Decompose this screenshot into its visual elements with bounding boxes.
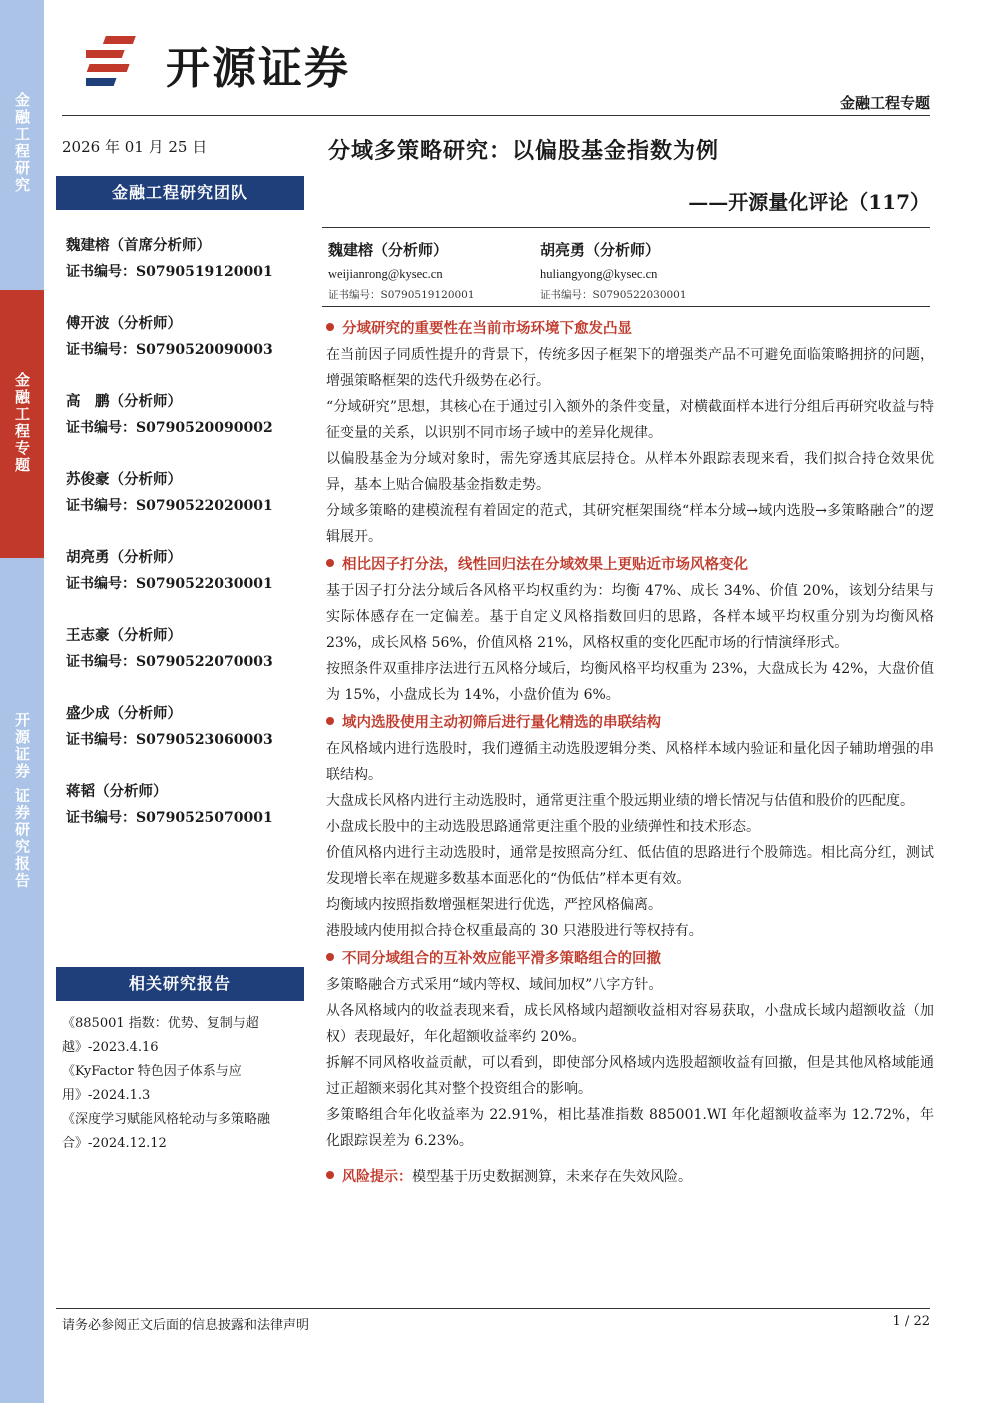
analyst-cert: 证书编号：S0790519120001	[66, 264, 273, 280]
analyst-name: 魏建榕（首席分析师）	[66, 237, 211, 254]
paragraph: 多策略融合方式采用“域内等权、域间加权”八字方针。	[326, 977, 663, 993]
report-body	[326, 314, 934, 1190]
analyst-name: 苏俊豪（分析师）	[66, 471, 182, 488]
analyst-entry	[66, 391, 306, 439]
analyst-cert: 证书编号：S0790522020001	[66, 498, 273, 514]
paragraph: 港股域内使用拟合持仓权重最高的 30 只港股进行等权持有。	[326, 923, 703, 939]
author-email[interactable]: weijianrong@kysec.cn	[328, 267, 443, 281]
analyst-name: 蒋韬（分析师）	[66, 783, 168, 800]
risk-warning	[326, 1164, 934, 1190]
paragraph: 小盘成长股中的主动选股思路通常更注重个股的业绩弹性和技术形态。	[326, 819, 760, 835]
paragraph: 价值风格内进行主动选股时，通常是按照高分红、低估值的思路进行个股筛选。相比高分红，测试发现增长率在规避多数基本面恶化的“伪低估”样本更有效。	[326, 845, 934, 887]
risk-label: 风险提示：	[342, 1169, 412, 1185]
footer-disclaimer: 请务必参阅正文后面的信息披露和法律声明	[62, 1318, 310, 1333]
report-subtitle: ——开源量化评论（117）	[688, 190, 930, 214]
strip-bottom-label: 开源证券 证券研究报告	[13, 712, 31, 890]
side-strip	[0, 0, 44, 1403]
author-block	[540, 238, 687, 304]
paragraph: 在当前因子同质性提升的背景下，传统多因子框架下的增强类产品不可避免面临策略拥挤的问题，增强策略框架的迭代升级势在必行。	[326, 347, 934, 389]
author-email[interactable]: huliangyong@kysec.cn	[540, 267, 658, 281]
footer-divider	[56, 1308, 930, 1309]
analyst-cert: 证书编号：S0790522030001	[66, 576, 273, 592]
related-report-link[interactable]: 《深度学习赋能风格轮动与多策略融合》-2024.12.12	[62, 1112, 271, 1151]
header-tag: 金融工程专题	[839, 94, 930, 112]
bullet-icon	[326, 1171, 334, 1179]
analyst-cert: 证书编号：S0790522070003	[66, 654, 273, 670]
analyst-cert: 证书编号：S0790525070001	[66, 810, 273, 826]
bullet-icon	[326, 953, 334, 961]
section-heading: 域内选股使用主动初筛后进行量化精选的串联结构	[326, 710, 934, 736]
paragraph: 多策略组合年化收益率为 22.91%，相比基准指数 885001.WI 年化超额收益率为 12.72%，年化跟踪误差为 6.23%。	[326, 1107, 934, 1149]
paragraph: 拆解不同风格收益贡献，可以看到，即使部分风格域内选股超额收益有回撤，但是其他风格域能通过正超额来弱化其对整个投资组合的影响。	[326, 1055, 934, 1097]
paragraph: 在风格域内进行选股时，我们遵循主动选股逻辑分类、风格样本域内验证和量化因子辅助增强的串联结构。	[326, 741, 934, 783]
analyst-entry	[66, 547, 306, 595]
analyst-name: 盛少成（分析师）	[66, 705, 182, 722]
author-cert: 证书编号：S0790519120001	[328, 289, 475, 301]
analyst-entry	[66, 703, 306, 751]
brand-logo-icon	[86, 30, 156, 90]
strip-mid-label: 金融工程专题	[13, 372, 31, 474]
section-heading: 分域研究的重要性在当前市场环境下愈发凸显	[326, 316, 934, 342]
report-title: 分域多策略研究：以偏股基金指数为例	[328, 138, 720, 164]
paragraph: 从各风格域内的收益表现来看，成长风格域内超额收益相对容易获取，小盘成长域内超额收益（加权）表现最好，年化超额收益率约 20%。	[326, 1003, 934, 1045]
analyst-entry	[66, 313, 306, 361]
brand-name: 开源证券	[166, 43, 350, 94]
analyst-name: 高 鹏（分析师）	[66, 393, 182, 410]
paragraph: 以偏股基金为分域对象时，需先穿透其底层持仓。从样本外跟踪表现来看，我们拟合持仓效果优异，基本上贴合偏股基金指数走势。	[326, 451, 934, 493]
author-block	[328, 238, 475, 304]
paragraph: 基于因子打分法分域后各风格平均权重约为：均衡 47%、成长 34%、价值 20%，该划分结果与实际体感存在一定偏差。基于自定义风格指数回归的思路，各样本域平均权重分别为均衡风格 23%，成长风格 56%，价值风格 21%，风格权重的变化匹配市场的行情演绎形式。	[326, 583, 934, 651]
strip-top-label: 金融工程研究	[13, 92, 31, 194]
related-reports-list	[62, 1012, 308, 1156]
author-divider	[322, 306, 930, 307]
author-cert: 证书编号：S0790522030001	[540, 289, 687, 301]
team-banner: 金融工程研究团队	[56, 176, 304, 210]
analyst-entry	[66, 781, 306, 829]
analyst-entry	[66, 469, 306, 517]
header-divider	[62, 115, 930, 116]
analyst-name: 胡亮勇（分析师）	[66, 549, 182, 566]
report-date: 2026 年 01 月 25 日	[62, 138, 208, 156]
page-number: 1 / 22	[892, 1314, 930, 1329]
bullet-icon	[326, 323, 334, 331]
bullet-icon	[326, 717, 334, 725]
analyst-name: 傅开波（分析师）	[66, 315, 182, 332]
author-name: 胡亮勇（分析师）	[540, 241, 661, 259]
related-reports-banner: 相关研究报告	[56, 967, 304, 1001]
analyst-cert: 证书编号：S0790520090002	[66, 420, 273, 436]
author-name: 魏建榕（分析师）	[328, 241, 449, 259]
analyst-name: 王志豪（分析师）	[66, 627, 182, 644]
analyst-entry	[66, 625, 306, 673]
paragraph: 按照条件双重排序法进行五风格分域后，均衡风格平均权重为 23%，大盘成长为 42%，大盘价值为 15%，小盘成长为 14%，小盘价值为 6%。	[326, 661, 934, 703]
analyst-cert: 证书编号：S0790523060003	[66, 732, 273, 748]
title-divider	[322, 227, 930, 228]
bullet-icon	[326, 559, 334, 567]
analyst-cert: 证书编号：S0790520090003	[66, 342, 273, 358]
risk-text: 模型基于历史数据测算，未来存在失效风险。	[412, 1169, 692, 1185]
paragraph: 大盘成长风格内进行主动选股时，通常更注重个股远期业绩的增长情况与估值和股价的匹配度。	[326, 793, 914, 809]
analyst-entry	[66, 235, 306, 283]
section-heading: 相比因子打分法，线性回归法在分域效果上更贴近市场风格变化	[326, 552, 934, 578]
related-report-link[interactable]: 《885001 指数：优势、复制与超越》-2023.4.16	[62, 1016, 259, 1055]
section-heading: 不同分域组合的互补效应能平滑多策略组合的回撤	[326, 946, 934, 972]
related-report-link[interactable]: 《KyFactor 特色因子体系与应用》-2024.1.3	[62, 1064, 242, 1103]
paragraph: “分域研究”思想，其核心在于通过引入额外的条件变量，对横截面样本进行分组后再研究收益与特征变量的关系，以识别不同市场子域中的差异化规律。	[326, 399, 934, 441]
paragraph: 分域多策略的建模流程有着固定的范式，其研究框架围绕“样本分域→域内选股→多策略融合”的逻辑展开。	[326, 503, 934, 545]
paragraph: 均衡域内按照指数增强框架进行优选，严控风格偏离。	[326, 897, 662, 913]
